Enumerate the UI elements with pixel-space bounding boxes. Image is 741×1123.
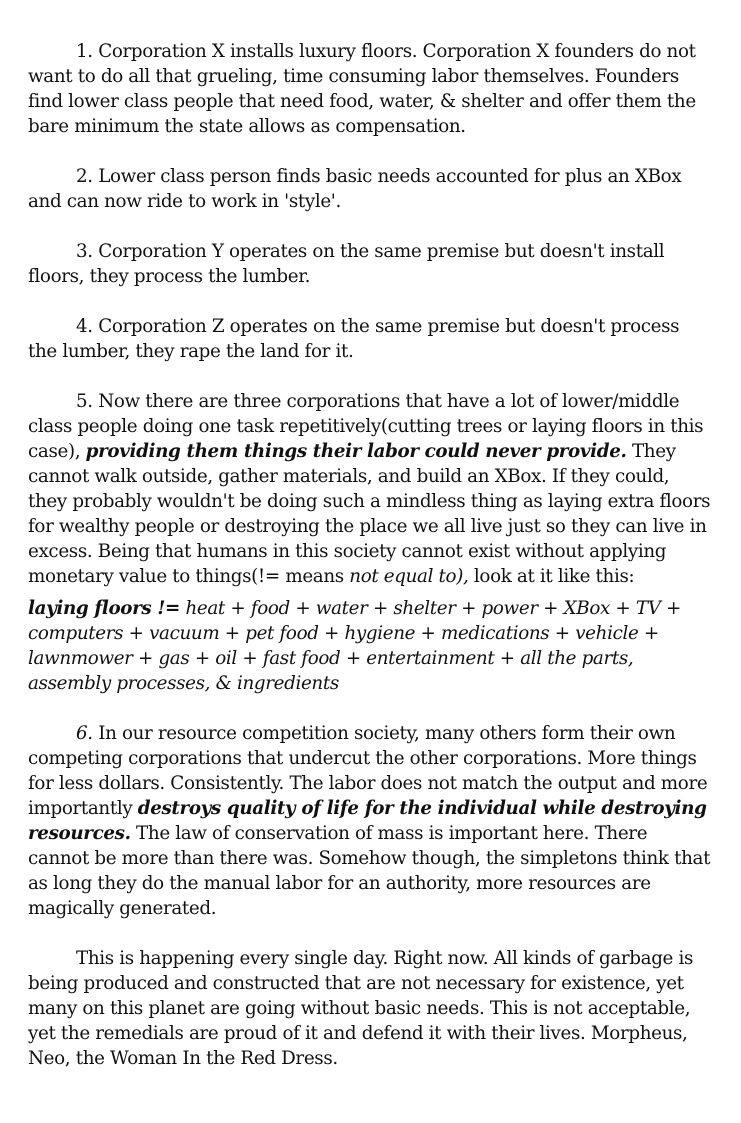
paragraph-2: 2. Lower class person finds basic needs accounted for plus an XBox and can now ride to work in 'style'. — [28, 166, 682, 212]
paragraph-5-emphasis: providing them things their labor could never provide. — [85, 441, 627, 462]
formula-paragraph — [28, 596, 711, 696]
paragraph-5-text-2: They cannot walk outside, gather materials, and build an XBox. If they could, they probably wouldn't be doing such a mindless thing as laying extra floors for wealthy people or destroying the place we all live just so they can live in excess. Being that humans in this society cannot exist without applying monetary value to things(!= means — [28, 441, 711, 587]
paragraph-1: 1. Corporation X installs luxury floors. Corporation X founders do not want to do all that grueling, time consuming labor themselves. Founders find lower class people that need food, water, & shelter and offer them the bare minimum the state allows as compensation. — [28, 41, 696, 137]
formula-rhs: heat + food + water + shelter + power + XBox + TV + computers + vacuum + pet food + hygiene + medications + vehicle + lawnmower + gas + oil + fast food + entertainment + all the parts, assembly processes, & ingredients — [28, 598, 681, 694]
paragraph-5 — [28, 389, 711, 589]
formula-lhs: laying floors != — [28, 598, 181, 619]
paragraph-6 — [28, 721, 711, 921]
paragraph-6-emphasis: destroys quality of life for the individual while destroying resources. — [28, 798, 707, 844]
paragraph-7: This is happening every single day. Right now. All kinds of garbage is being produced and constructed that are not necessary for existence, yet many on this planet are going without basic needs. This is not acceptable, yet the remedials are proud of it and defend it with their lives. Morpheus, Neo, the Woman In the Red Dress. — [28, 948, 694, 1069]
paragraph-4: 4. Corporation Z operates on the same premise but doesn't process the lumber, they rape the land for it. — [28, 316, 680, 362]
paragraph-6-number: 6. — [76, 723, 93, 744]
paragraph-5-text-1: 5. Now there are three corporations that have a lot of lower/middle class people doing one task repetitively(cutting trees or laying floors in this case), — [28, 391, 704, 462]
paragraph-5-italic: not equal to), — [349, 566, 469, 587]
paragraph-6-text-1: In our resource competition society, many others form their own competing corporations that undercut the other corporations. More things for less dollars. Consistently. The labor does not match the output and more importantly — [28, 723, 708, 819]
paragraph-3: 3. Corporation Y operates on the same premise but doesn't install floors, they process the lumber. — [28, 241, 665, 287]
paragraph-6-text-2: The law of conservation of mass is important here. There cannot be more than there was. Somehow though, the simpletons think that as long they do the manual labor for an authority, more resources are magically generated. — [28, 823, 711, 919]
paragraph-5-text-3: look at it like this: — [468, 566, 635, 587]
